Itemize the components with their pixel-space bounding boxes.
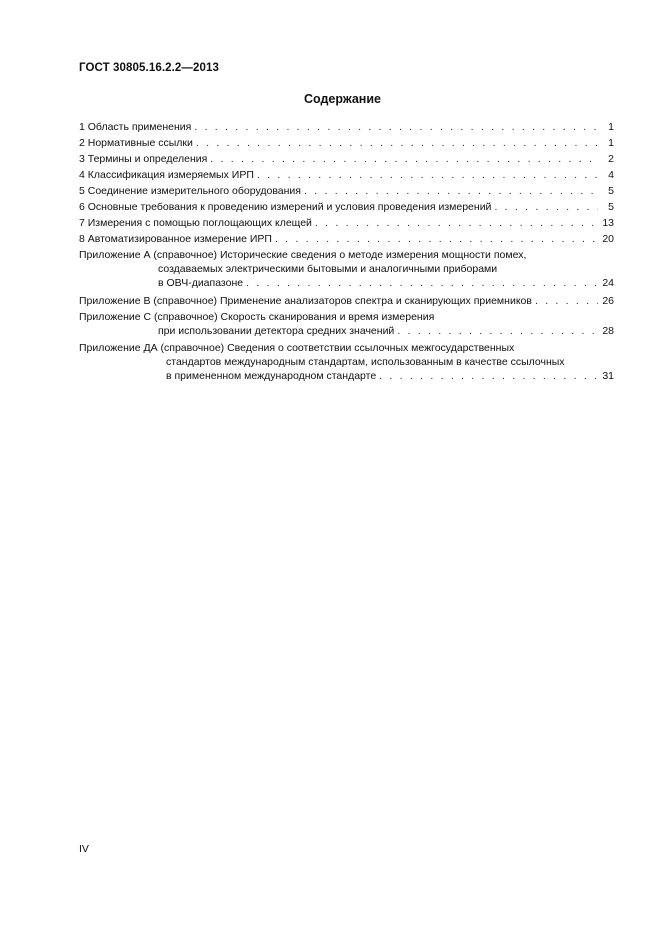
appendix-b-title: Приложение В (справочное) Применение анализаторов спектра и сканирующих приемников bbox=[79, 295, 532, 307]
appendix-a-title: Приложение А (справочное) Исторические сведения о методе измерения мощности помех, bbox=[79, 249, 527, 261]
table-of-contents bbox=[79, 119, 614, 386]
dot-leader bbox=[379, 369, 598, 383]
appendix-a-title-end: в ОВЧ-диапазоне bbox=[158, 277, 244, 289]
appendix-c-title: Приложение С (справочное) Скорость сканирования и время измерения bbox=[79, 311, 435, 323]
toc-entry[interactable] bbox=[79, 215, 614, 231]
toc-entry-page: 4 bbox=[608, 169, 614, 181]
document-standard-header: ГОСТ 30805.16.2.2—2013 bbox=[79, 62, 219, 74]
toc-entry[interactable] bbox=[79, 167, 614, 183]
dot-leader bbox=[304, 183, 598, 199]
appendix-da-title-end: в примененном международном стандарте bbox=[166, 370, 377, 382]
toc-entry-page: 20 bbox=[602, 233, 614, 245]
dot-leader bbox=[246, 276, 598, 290]
toc-entry[interactable] bbox=[79, 151, 614, 167]
toc-entry-page: 5 bbox=[608, 185, 614, 197]
dot-leader bbox=[194, 119, 598, 135]
toc-entry-page: 26 bbox=[602, 295, 614, 307]
toc-entry-page: 24 bbox=[602, 277, 614, 289]
toc-entry-label: 6 Основные требования к проведению измерений и условия проведения измерений bbox=[79, 201, 492, 213]
page-number: IV bbox=[79, 843, 89, 855]
toc-entry[interactable] bbox=[79, 199, 614, 215]
dot-leader bbox=[494, 199, 598, 215]
toc-title: Содержание bbox=[303, 92, 381, 106]
toc-entry-page: 28 bbox=[602, 325, 614, 337]
toc-appendix-da[interactable] bbox=[79, 341, 614, 383]
toc-entry-page: 31 bbox=[602, 370, 614, 382]
toc-entry-label: 5 Соединение измерительного оборудования bbox=[79, 185, 301, 197]
toc-entry-label: 3 Термины и определения bbox=[79, 153, 208, 165]
toc-entry-label: 4 Классификация измеряемых ИРП bbox=[79, 169, 254, 181]
toc-entry[interactable] bbox=[79, 231, 614, 247]
toc-entry-page: 1 bbox=[608, 137, 614, 149]
toc-entry-label: 1 Область применения bbox=[79, 121, 192, 133]
toc-appendix-c[interactable] bbox=[79, 310, 614, 338]
toc-entry[interactable] bbox=[79, 183, 614, 199]
dot-leader bbox=[257, 167, 598, 183]
dot-leader bbox=[210, 151, 598, 167]
appendix-da-title: Приложение ДА (справочное) Сведения о соответствии ссылочных межгосударственных bbox=[79, 342, 515, 354]
toc-entry[interactable] bbox=[79, 119, 614, 135]
dot-leader bbox=[535, 293, 598, 309]
toc-entry-label: 2 Нормативные ссылки bbox=[79, 137, 193, 149]
toc-appendix-b[interactable] bbox=[79, 293, 614, 309]
toc-entry-page: 1 bbox=[608, 121, 614, 133]
appendix-a-title-cont: создаваемых электрическими бытовыми и аналогичными приборами bbox=[158, 263, 498, 275]
toc-entry-label: 8 Автоматизированное измерение ИРП bbox=[79, 233, 272, 245]
toc-entry-page: 5 bbox=[608, 201, 614, 213]
toc-entry[interactable] bbox=[79, 135, 614, 151]
dot-leader bbox=[275, 231, 598, 247]
appendix-c-title-end: при использовании детектора средних значений bbox=[158, 325, 395, 337]
toc-entry-page: 13 bbox=[602, 217, 614, 229]
toc-entry-label: 7 Измерения с помощью поглощающих клещей bbox=[79, 217, 312, 229]
dot-leader bbox=[315, 215, 598, 231]
appendix-da-title-cont: стандартов международным стандартам, использованным в качестве ссылочных bbox=[166, 356, 565, 368]
toc-appendix-a[interactable] bbox=[79, 248, 614, 290]
dot-leader bbox=[196, 135, 598, 151]
dot-leader bbox=[397, 324, 598, 338]
toc-entry-page: 2 bbox=[608, 153, 614, 165]
